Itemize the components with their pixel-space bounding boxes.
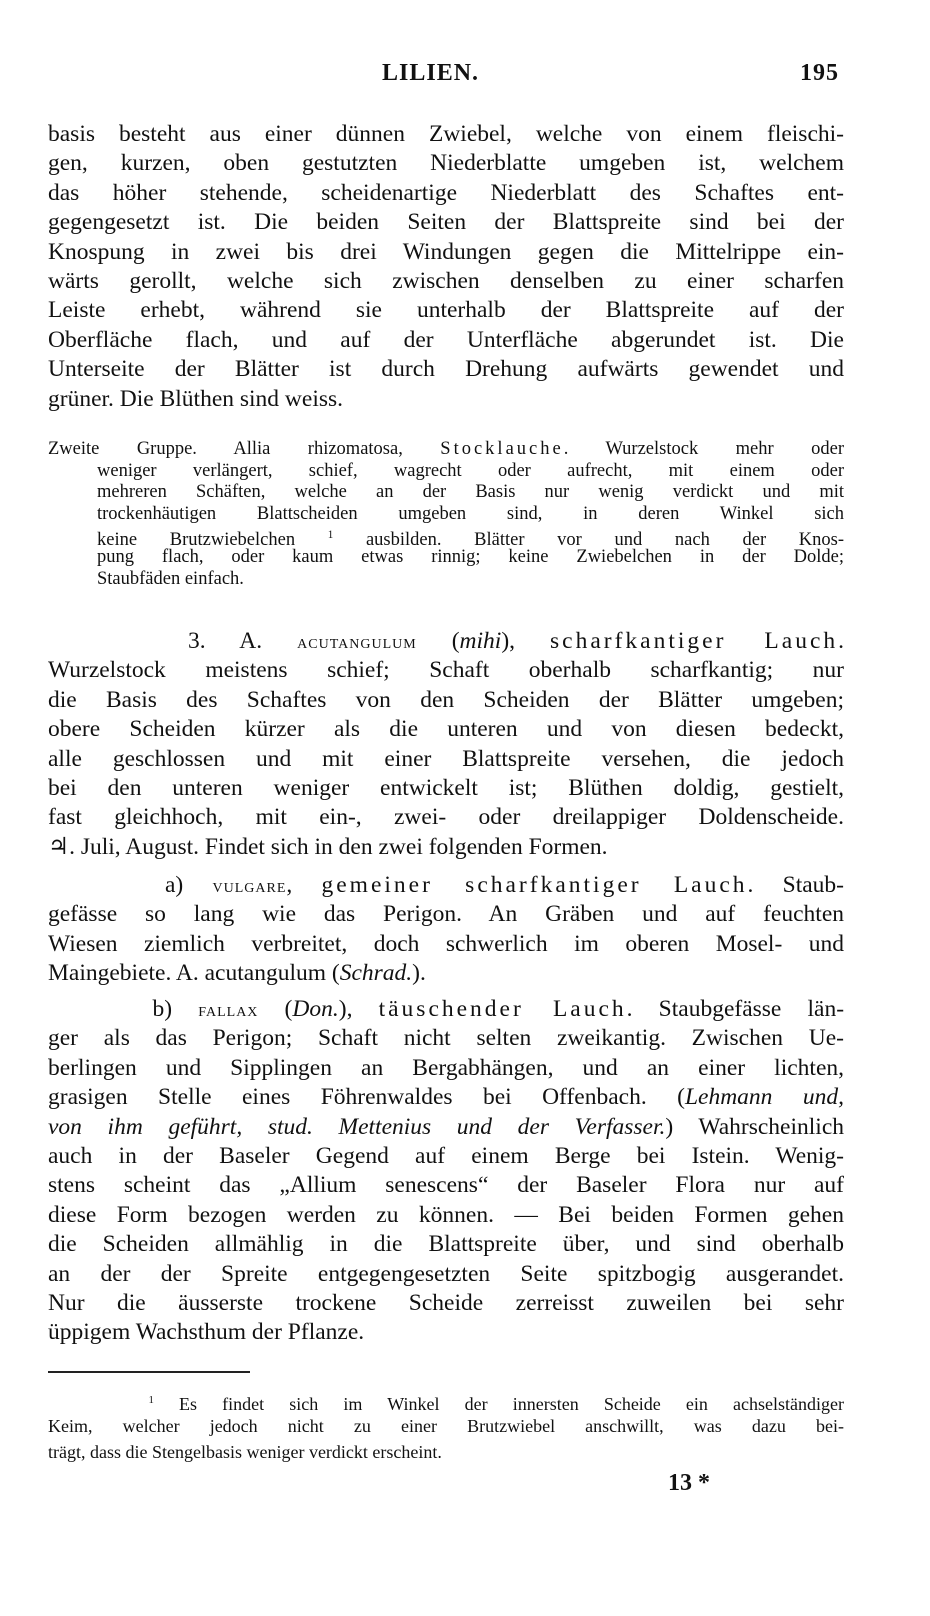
text-run: . Wurzelstock mehr oder bbox=[563, 439, 844, 459]
text-run: Es findet sich im Winkel der innersten Scheide ein achselständiger bbox=[153, 1394, 844, 1414]
text-run: Zweite Gruppe. Allia rhizomatosa, bbox=[48, 439, 441, 459]
text-line: pung flach, oder kaum etwas rinnig; keine Zwiebelchen in der Dolde; bbox=[97, 546, 844, 567]
text-line: ger als das Perigon; Schaft nicht selten zweikantig. Zwischen Ue- bbox=[48, 1025, 844, 1052]
text-line: Oberfläche flach, und auf der Unterfläche abgerundet ist. Die bbox=[48, 326, 844, 353]
text-run: gemeiner scharfkantiger Lauch bbox=[321, 872, 748, 898]
paragraph-form-fallax bbox=[48, 995, 844, 1348]
text-line: an der der Spreite entgegengesetzten Seite spitzbogig ausgerandet. bbox=[48, 1260, 844, 1287]
text-line: Wurzelstock meistens schief; Schaft oberhalb scharfkantig; nur bbox=[48, 657, 844, 684]
text-run: acutangulum bbox=[297, 631, 417, 653]
text-run: fallax bbox=[198, 999, 259, 1021]
text-run: von ihm geführt, stud. Mettenius und der Verfasser. bbox=[48, 1113, 666, 1140]
text-run: Stocklauche bbox=[440, 439, 564, 459]
text-line: grüner. Die Blüthen sind weiss. bbox=[48, 385, 344, 412]
text-line bbox=[48, 959, 844, 988]
text-run: grasigen Stelle eines Föhrenwaldes bei Offenbach. ( bbox=[48, 1084, 685, 1111]
text-run: scharfkantiger Lauch bbox=[550, 628, 839, 654]
text-line: gen, kurzen, oben gestutzten Niederblatte umgeben ist, welchem bbox=[48, 150, 844, 177]
text-run: 3. A. bbox=[48, 628, 298, 654]
text-line bbox=[48, 995, 844, 1024]
text-line: das höher stehende, scheidenartige Niederblatt des Schaftes ent- bbox=[48, 179, 844, 206]
text-run: b) bbox=[48, 996, 199, 1022]
footnote-rule bbox=[48, 1371, 250, 1373]
text-run: ( bbox=[258, 996, 293, 1022]
text-line bbox=[48, 871, 844, 900]
text-line bbox=[48, 1387, 844, 1413]
text-run: ). bbox=[412, 960, 426, 987]
text-run: ), bbox=[501, 628, 551, 654]
footnote-marker: 1 bbox=[148, 1394, 154, 1406]
text-line: bei den unteren weniger entwickelt ist; Blüthen doldig, gestielt, bbox=[48, 774, 844, 801]
paragraph-form-vulgare bbox=[48, 871, 844, 989]
text-run: keine Brutzwiebelchen bbox=[97, 530, 328, 551]
text-line: Unterseite der Blätter ist durch Drehung aufwärts gewendet und bbox=[48, 356, 844, 383]
text-line: berlingen und Sipplingen an Bergabhängen, und an einer lichten, bbox=[48, 1054, 844, 1081]
text-line: diese Form bezogen werden zu können. — Bei beiden Formen gehen bbox=[48, 1201, 844, 1228]
text-run: . Staub- bbox=[747, 872, 845, 898]
text-run: Don. bbox=[292, 996, 339, 1022]
text-line bbox=[48, 1113, 844, 1142]
text-run: vulgare bbox=[212, 875, 287, 897]
text-run: Lehmann und, bbox=[684, 1084, 844, 1111]
text-line bbox=[48, 1083, 844, 1112]
text-run: ), bbox=[338, 996, 379, 1022]
text-line: die Scheiden allmählig in die Blattspreite über, und sind oberhalb bbox=[48, 1231, 844, 1258]
text-run: a) bbox=[48, 872, 213, 898]
text-line: trockenhäutigen Blattscheiden umgeben sind, in deren Winkel sich bbox=[97, 503, 844, 524]
text-line: Nur die äusserste trockene Scheide zerreisst zuweilen bei sehr bbox=[48, 1289, 844, 1316]
text-line: üppigem Wachsthum der Pflanze. bbox=[48, 1319, 365, 1346]
text-line: trägt, dass die Stengelbasis weniger verdickt erscheint. bbox=[48, 1442, 442, 1462]
text-run: . Staubgefässe län- bbox=[626, 996, 845, 1022]
text-line: stens scheint das „Allium senescens“ der Baseler Flora nur auf bbox=[48, 1172, 844, 1199]
footnote-marker: 1 bbox=[327, 529, 334, 542]
text-run: ( bbox=[416, 628, 460, 654]
text-line: obere Scheiden kürzer als die unteren und von diesen bedeckt, bbox=[48, 716, 844, 743]
paragraph-second-group bbox=[48, 439, 844, 590]
text-line: weniger verlängert, schief, wagrecht oder aufrecht, mit einem oder bbox=[97, 460, 844, 481]
text-run: täuschender Lauch bbox=[378, 996, 627, 1022]
text-line: ♃. Juli, August. Findet sich in den zwei folgenden Formen. bbox=[48, 833, 608, 860]
text-run: mihi bbox=[459, 628, 502, 654]
text-run bbox=[48, 1394, 149, 1414]
text-line: fast gleichhoch, mit ein-, zwei- oder dreilappiger Doldenscheide. bbox=[48, 804, 844, 831]
text-run: , bbox=[286, 872, 322, 898]
text-line: Leiste erhebt, während sie unterhalb der Blattspreite auf der bbox=[48, 297, 844, 324]
text-run: ) Wahrscheinlich bbox=[665, 1113, 844, 1140]
text-line: gegengesetzt ist. Die beiden Seiten der Blattspreite sind bei der bbox=[48, 209, 844, 236]
text-line bbox=[48, 439, 844, 461]
text-line: auch in der Baseler Gegend auf einem Berge bei Istein. Wenig- bbox=[48, 1142, 844, 1169]
running-head-title: LILIEN. bbox=[382, 60, 480, 86]
footnote bbox=[48, 1387, 844, 1465]
signature-mark: 13 * bbox=[668, 1470, 710, 1496]
text-line: gefässe so lang wie das Perigon. An Gräben und auf feuchten bbox=[48, 901, 844, 928]
text-line: wärts gerollt, welche sich zwischen denselben zu einer scharfen bbox=[48, 267, 844, 294]
page-number: 195 bbox=[800, 60, 839, 86]
text-run: . bbox=[838, 628, 845, 654]
text-line: Keim, welcher jedoch nicht zu einer Brutzwiebel anschwillt, was dazu bei- bbox=[48, 1416, 844, 1436]
text-run: Maingebiete. A. acutangulum ( bbox=[48, 960, 340, 987]
text-run: Schrad. bbox=[339, 960, 413, 987]
text-line: Staubfäden einfach. bbox=[97, 568, 244, 589]
text-line: basis besteht aus einer dünnen Zwiebel, welche von einem fleischi- bbox=[48, 121, 844, 147]
text-line: alle geschlossen und mit einer Blattspreite versehen, die jedoch bbox=[48, 745, 844, 772]
text-run: ausbilden. Blätter vor und nach der Knos- bbox=[333, 530, 844, 551]
text-line: Knospung in zwei bis drei Windungen gegen die Mittelrippe ein- bbox=[48, 238, 844, 265]
text-line bbox=[48, 627, 844, 656]
text-line: die Basis des Schaftes von den Scheiden der Blätter umgeben; bbox=[48, 686, 844, 713]
paragraph-species-acutangulum bbox=[48, 627, 844, 862]
text-line: mehreren Schäften, welche an der Basis nur wenig verdickt und mit bbox=[97, 482, 844, 503]
paragraph-intro bbox=[48, 120, 844, 414]
text-line bbox=[48, 525, 844, 551]
text-line: Wiesen ziemlich verbreitet, doch schwerlich im oberen Mosel- und bbox=[48, 930, 844, 957]
